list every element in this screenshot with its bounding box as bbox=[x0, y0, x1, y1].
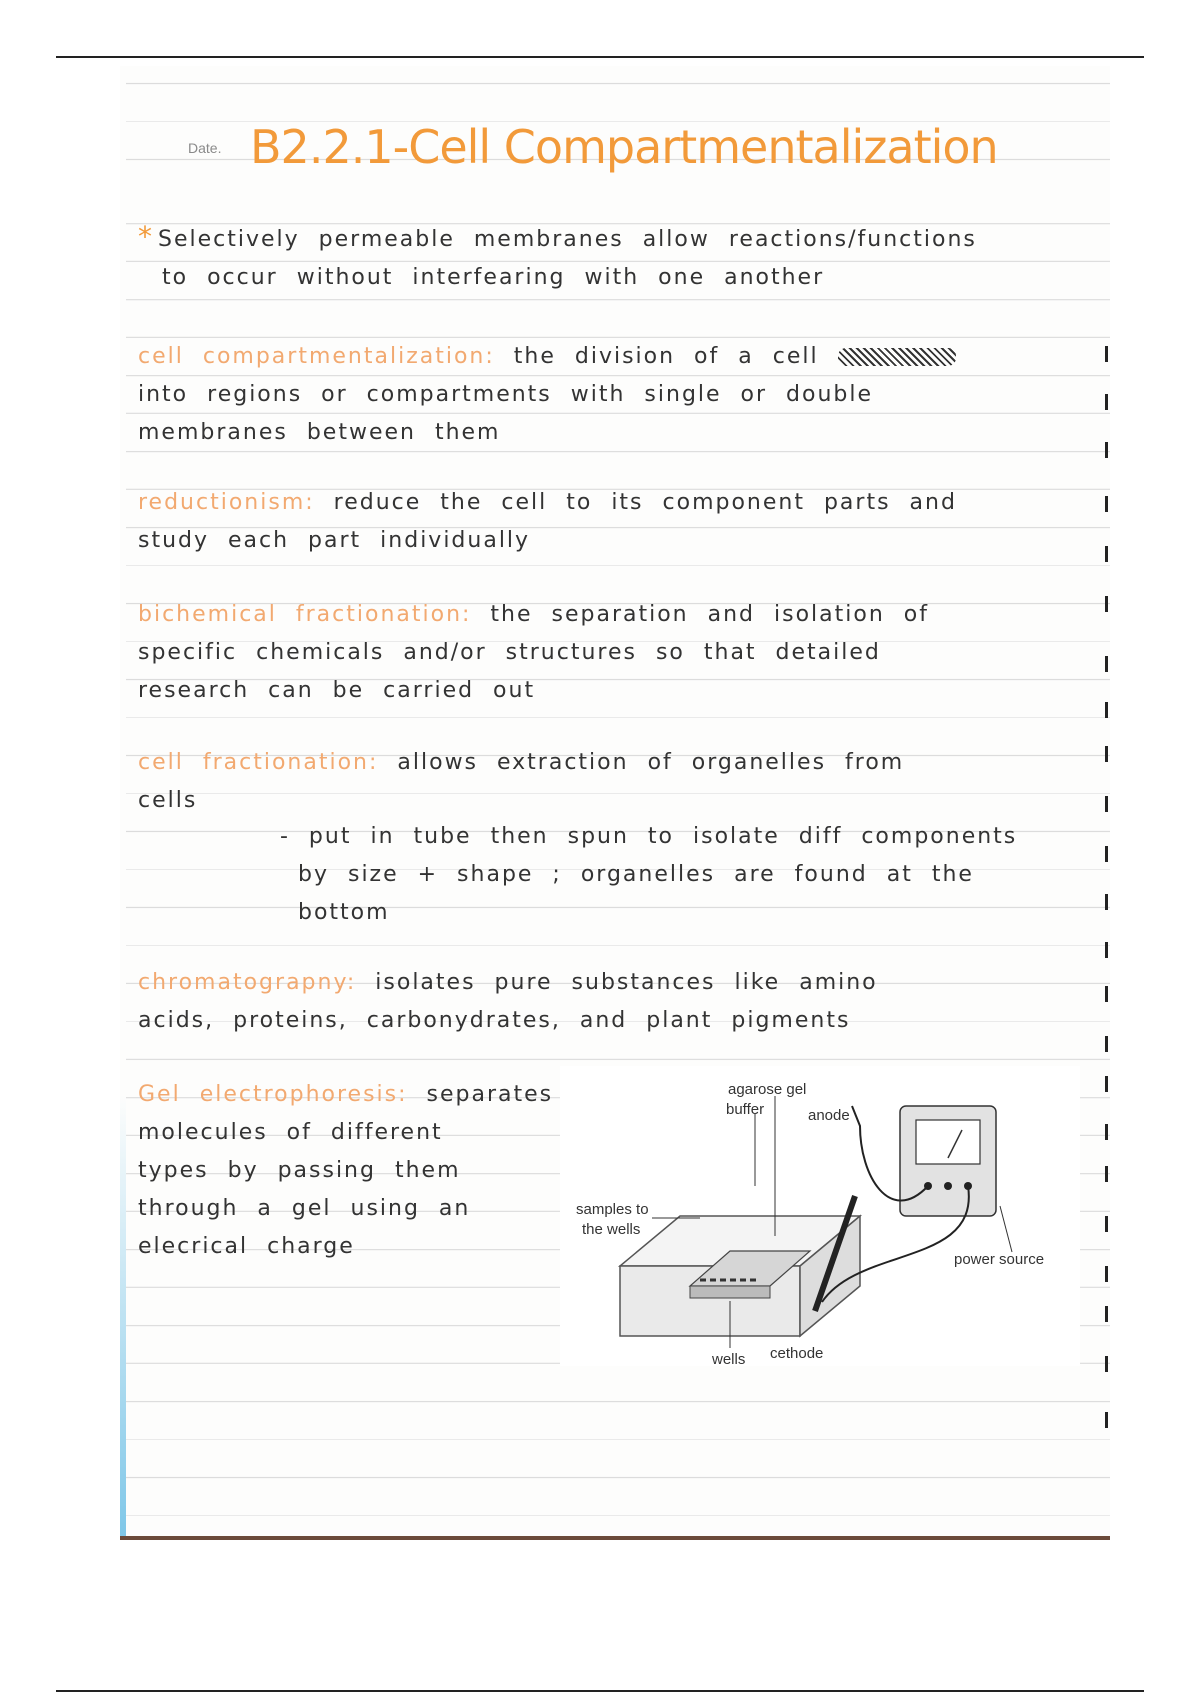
definition-cell-compartmentalization bbox=[138, 338, 1098, 452]
definition-text: the division of a cell bbox=[494, 344, 819, 369]
definition-text: the separation and isolation of bbox=[471, 602, 929, 627]
definition-continued: specific chemicals and/or structures so that detailed bbox=[138, 640, 881, 665]
definition-cell-fractionation bbox=[138, 744, 1098, 820]
subnote-line-3: bottom bbox=[298, 900, 390, 925]
definition-term: reductionism: bbox=[138, 490, 315, 515]
definition-term: bichemical fractionation: bbox=[138, 602, 472, 627]
label-samples-line-2: the wells bbox=[582, 1221, 641, 1238]
definition-continued: membranes between them bbox=[138, 420, 501, 445]
bottom-rule bbox=[56, 1690, 1144, 1692]
cell-fractionation-subnote bbox=[280, 818, 1080, 932]
gel-electrophoresis-diagram bbox=[560, 1066, 1080, 1366]
definition-text: isolates pure substances like amino bbox=[356, 970, 878, 995]
definition-term: Gel electrophoresis: bbox=[138, 1082, 408, 1107]
scribbled-out-word bbox=[838, 348, 956, 366]
definition-term: cell compartmentalization: bbox=[138, 344, 495, 369]
label-cathode: cethode bbox=[770, 1345, 824, 1362]
intro-line-2: to occur without interfearing with one another bbox=[162, 265, 825, 290]
definition-continued: molecules of different bbox=[138, 1120, 443, 1145]
definition-text: separates bbox=[407, 1082, 554, 1107]
definition-continued: through a gel using an bbox=[138, 1196, 471, 1221]
subnote-line-1: - put in tube then spun to isolate diff components bbox=[280, 824, 1018, 849]
terminal bbox=[944, 1182, 952, 1190]
definition-reductionism bbox=[138, 484, 1098, 560]
date-label: Date. bbox=[188, 140, 222, 156]
label-buffer: buffer bbox=[726, 1101, 765, 1118]
definition-continued: elecrical charge bbox=[138, 1234, 355, 1259]
definition-continued: cells bbox=[138, 788, 198, 813]
definition-continued: types by passing them bbox=[138, 1158, 461, 1183]
definition-gel-electrophoresis bbox=[138, 1076, 558, 1266]
definition-chromatography bbox=[138, 964, 1098, 1040]
definition-continued: into regions or compartments with single or double bbox=[138, 382, 874, 407]
gel-electrophoresis-illustration bbox=[560, 1066, 1080, 1366]
label-power-source: power source bbox=[954, 1251, 1045, 1268]
notebook-page bbox=[120, 66, 1110, 1540]
definition-biochemical-fractionation bbox=[138, 596, 1098, 710]
gel-tray-front bbox=[690, 1286, 770, 1298]
page-title: B2.2.1-Cell Compartmentalization bbox=[250, 120, 998, 174]
label-agarose-gel: agarose gel bbox=[728, 1081, 807, 1098]
definition-continued: study each part individually bbox=[138, 528, 531, 553]
definition-term: cell fractionation: bbox=[138, 750, 379, 775]
intro-note bbox=[138, 218, 1098, 297]
definition-text: reduce the cell to its component parts and bbox=[314, 490, 957, 515]
star-bullet: * bbox=[138, 220, 154, 253]
intro-line-1: Selectively permeable membranes allow reactions/functions bbox=[158, 227, 977, 252]
top-rule bbox=[56, 56, 1144, 58]
definition-continued: research can be carried out bbox=[138, 678, 536, 703]
definition-term: chromatograpny: bbox=[138, 970, 357, 995]
margin-tick-marks bbox=[1104, 346, 1108, 1546]
definition-text: allows extraction of organelles from bbox=[378, 750, 905, 775]
label-wells: wells bbox=[712, 1351, 746, 1366]
definition-continued: acids, proteins, carbonydrates, and plant pigments bbox=[138, 1008, 851, 1033]
label-samples-line-1: samples to bbox=[576, 1201, 649, 1218]
label-anode: anode bbox=[808, 1107, 850, 1124]
subnote-line-2: by size + shape ; organelles are found at the bbox=[298, 862, 974, 887]
